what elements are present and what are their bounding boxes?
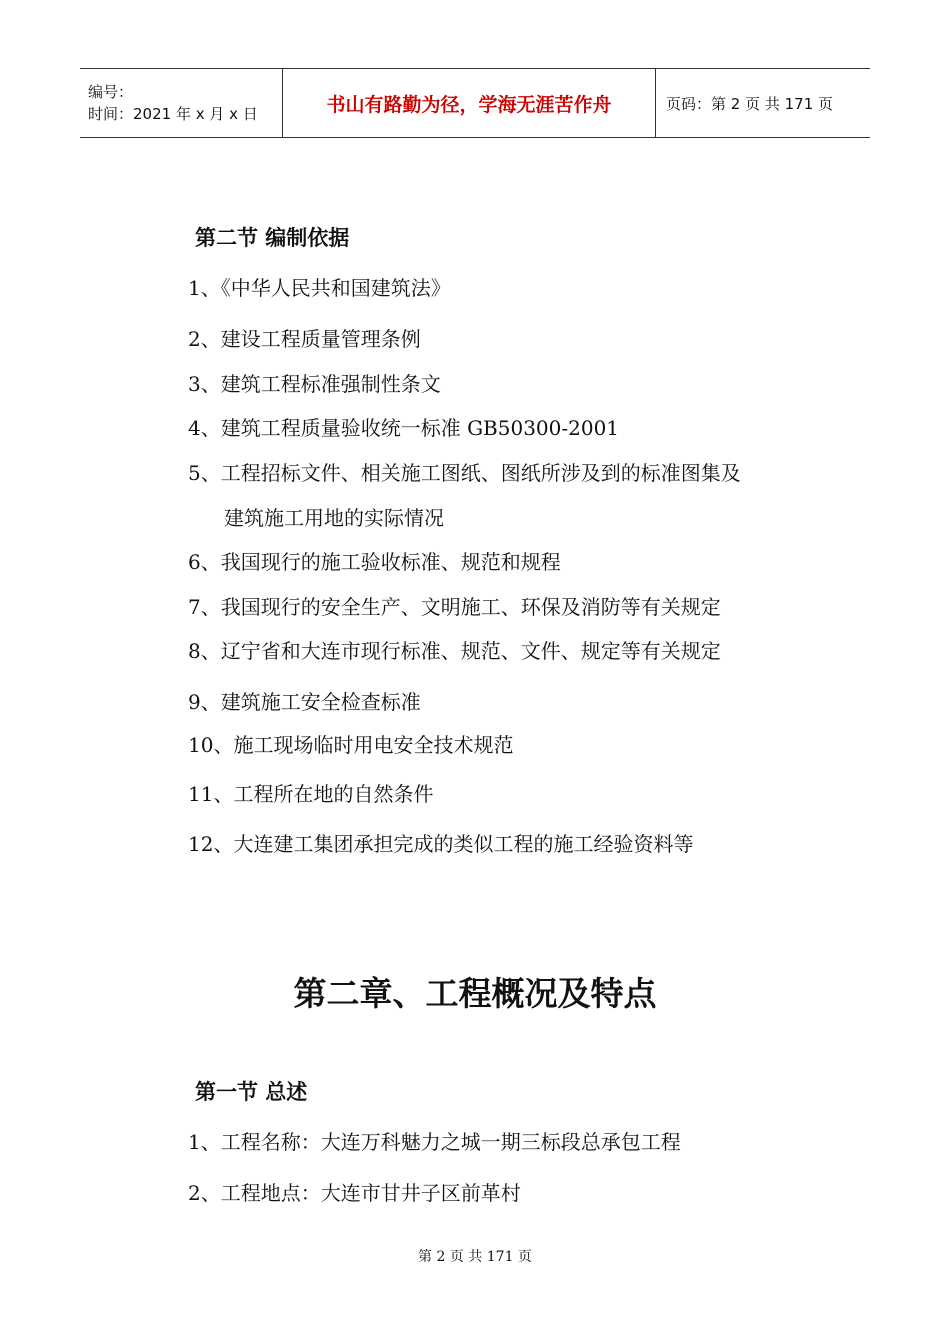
section-heading: 第一节 总述 xyxy=(195,1080,308,1104)
list-item: 2、建设工程质量管理条例 xyxy=(188,327,421,351)
page-footer: 第 2 页 共 171 页 xyxy=(418,1249,532,1265)
section-heading: 第二节 编制依据 xyxy=(195,226,350,250)
header-page xyxy=(656,69,870,137)
list-item: 1、工程名称：大连万科魅力之城一期三标段总承包工程 xyxy=(188,1130,681,1154)
list-item: 1、《中华人民共和国建筑法》 xyxy=(188,276,451,300)
list-item: 5、工程招标文件、相关施工图纸、图纸所涉及到的标准图集及 xyxy=(188,461,741,485)
list-item: 2、工程地点：大连市甘井子区前革村 xyxy=(188,1181,521,1205)
number-label: 编号： xyxy=(88,83,134,101)
list-item: 10、施工现场临时用电安全技术规范 xyxy=(188,733,514,757)
list-item: 6、我国现行的施工验收标准、规范和规程 xyxy=(188,550,561,574)
chapter-title: 第二章、工程概况及特点 xyxy=(293,974,657,1013)
header-info xyxy=(80,69,282,137)
list-item-continuation: 建筑施工用地的实际情况 xyxy=(224,506,444,530)
list-item: 11、工程所在地的自然条件 xyxy=(188,782,434,806)
motto-text: 书山有路勤为径，学海无涯苦作舟 xyxy=(326,93,612,116)
header-motto xyxy=(282,69,656,137)
list-item: 3、建筑工程标准强制性条文 xyxy=(188,372,441,396)
page-label: 页码：第 2 页 共 171 页 xyxy=(666,94,834,113)
list-item: 7、我国现行的安全生产、文明施工、环保及消防等有关规定 xyxy=(188,595,721,619)
page-header xyxy=(80,68,870,138)
date-label: 时间：2021 年 x 月 x 日 xyxy=(88,105,258,123)
list-item: 4、建筑工程质量验收统一标准 GB50300-2001 xyxy=(188,416,620,440)
list-item: 8、辽宁省和大连市现行标准、规范、文件、规定等有关规定 xyxy=(188,639,721,663)
list-item: 12、大连建工集团承担完成的类似工程的施工经验资料等 xyxy=(188,832,694,856)
list-item: 9、建筑施工安全检查标准 xyxy=(188,690,421,714)
